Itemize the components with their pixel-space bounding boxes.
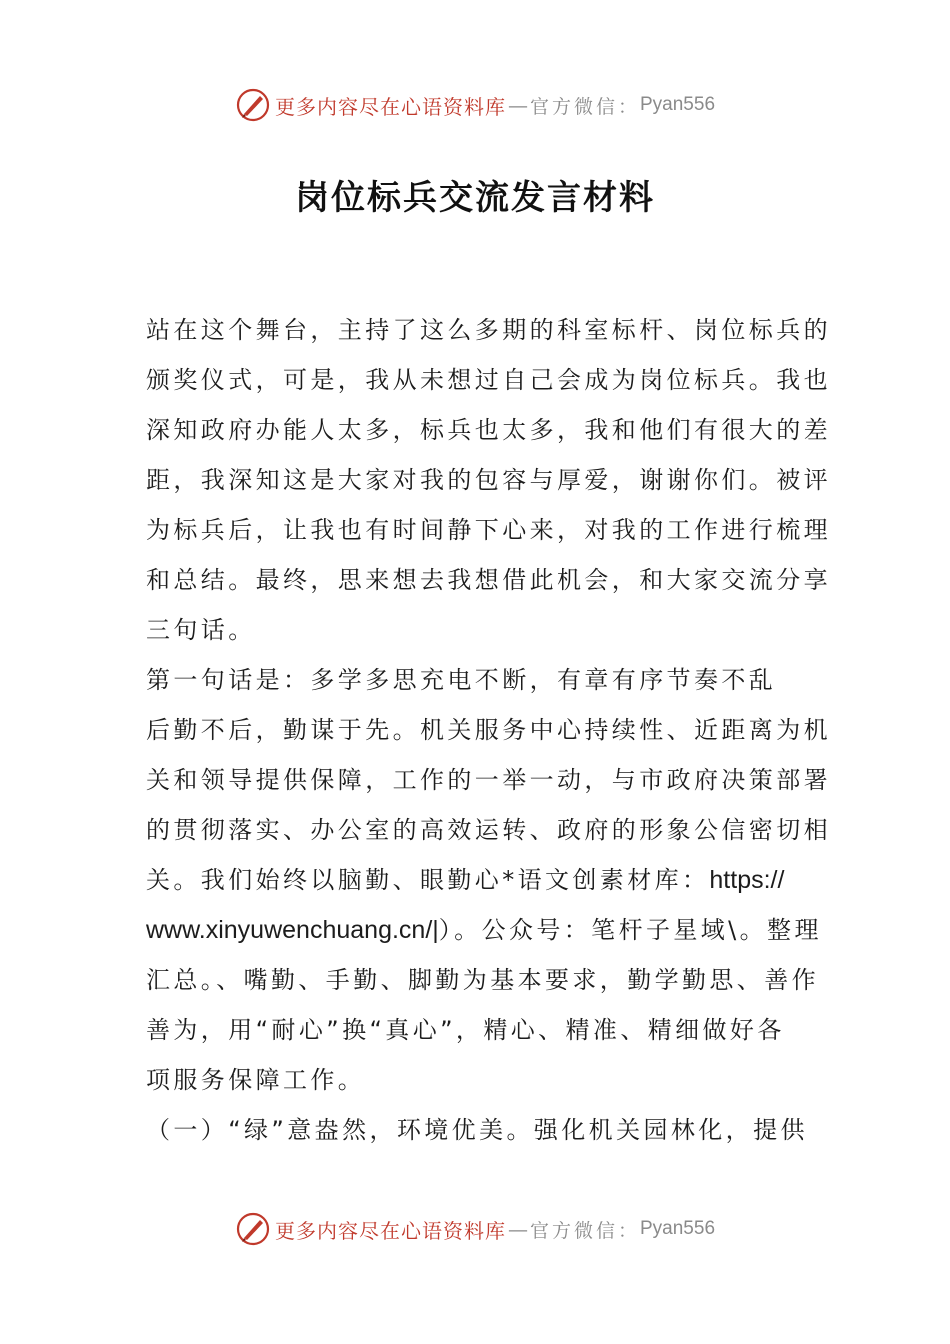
pen-logo-icon (235, 1211, 271, 1247)
body-line-text: ）。公众号：笔杆子星域\。整理 (438, 916, 822, 944)
body-line-with-url (146, 855, 806, 905)
banner-dash: — (507, 93, 528, 117)
body-line: 汇总。、嘴勤、手勤、脚勤为基本要求，勤学勤思、善作 (146, 966, 819, 994)
body-line-text: 关。我们始终以脑勤、眼勤心*语文创素材库： (146, 866, 710, 894)
header-watermark-banner (0, 80, 950, 130)
body-line: 深知政府办能人太多，标兵也太多，我和他们有很大的差 (146, 416, 831, 444)
body-line: 关和领导提供保障，工作的一举一动，与市政府决策部署 (146, 766, 831, 794)
body-line: 站在这个舞台，主持了这么多期的科室标杆、岗位标兵的 (146, 316, 831, 344)
pen-logo-icon (235, 87, 271, 123)
body-line: 和总结。最终，思来想去我想借此机会，和大家交流分享 (146, 566, 831, 594)
banner-wechat-label: 官方微信： (529, 95, 640, 118)
body-line: 后勤不后，勤谋于先。机关服务中心持续性、近距离为机 (146, 716, 831, 744)
body-line: 三句话。 (146, 616, 256, 644)
banner-wechat-id: Pyan556 (640, 1218, 716, 1239)
body-line: 项服务保障工作。 (146, 1066, 366, 1094)
subsection-line: （一）“绿”意盎然，环境优美。强化机关园林化，提供 (146, 1116, 808, 1144)
body-line: 为标兵后，让我也有时间静下心来，对我的工作进行梳理 (146, 516, 831, 544)
banner-wechat-id: Pyan556 (640, 94, 716, 115)
banner-dash: — (507, 1217, 528, 1241)
body-line: 善为，用“耐心”换“真心”，精心、精准、精细做好各 (146, 1016, 785, 1044)
banner-wechat-label: 官方微信： (529, 1219, 640, 1242)
body-line: 距，我深知这是大家对我的包容与厚爱，谢谢你们。被评 (146, 466, 831, 494)
url-link-part2[interactable]: www.xinyuwenchuang.cn/| (146, 916, 439, 944)
banner-brand-text: 更多内容尽在心语资料库 (274, 94, 506, 119)
body-line: 颁奖仪式，可是，我从未想过自己会成为岗位标兵。我也 (146, 366, 831, 394)
document-body (146, 305, 831, 1155)
body-line: 的贯彻落实、办公室的高效运转、政府的形象公信密切相 (146, 816, 831, 844)
footer-watermark-banner (0, 1204, 950, 1254)
body-line-with-url (146, 905, 822, 955)
url-link-part1[interactable]: https:// (709, 866, 785, 894)
section-heading: 第一句话是：多学多思充电不断，有章有序节奏不乱 (146, 666, 777, 694)
document-title: 岗位标兵交流发言材料 (295, 178, 655, 218)
banner-brand-text: 更多内容尽在心语资料库 (274, 1218, 506, 1243)
